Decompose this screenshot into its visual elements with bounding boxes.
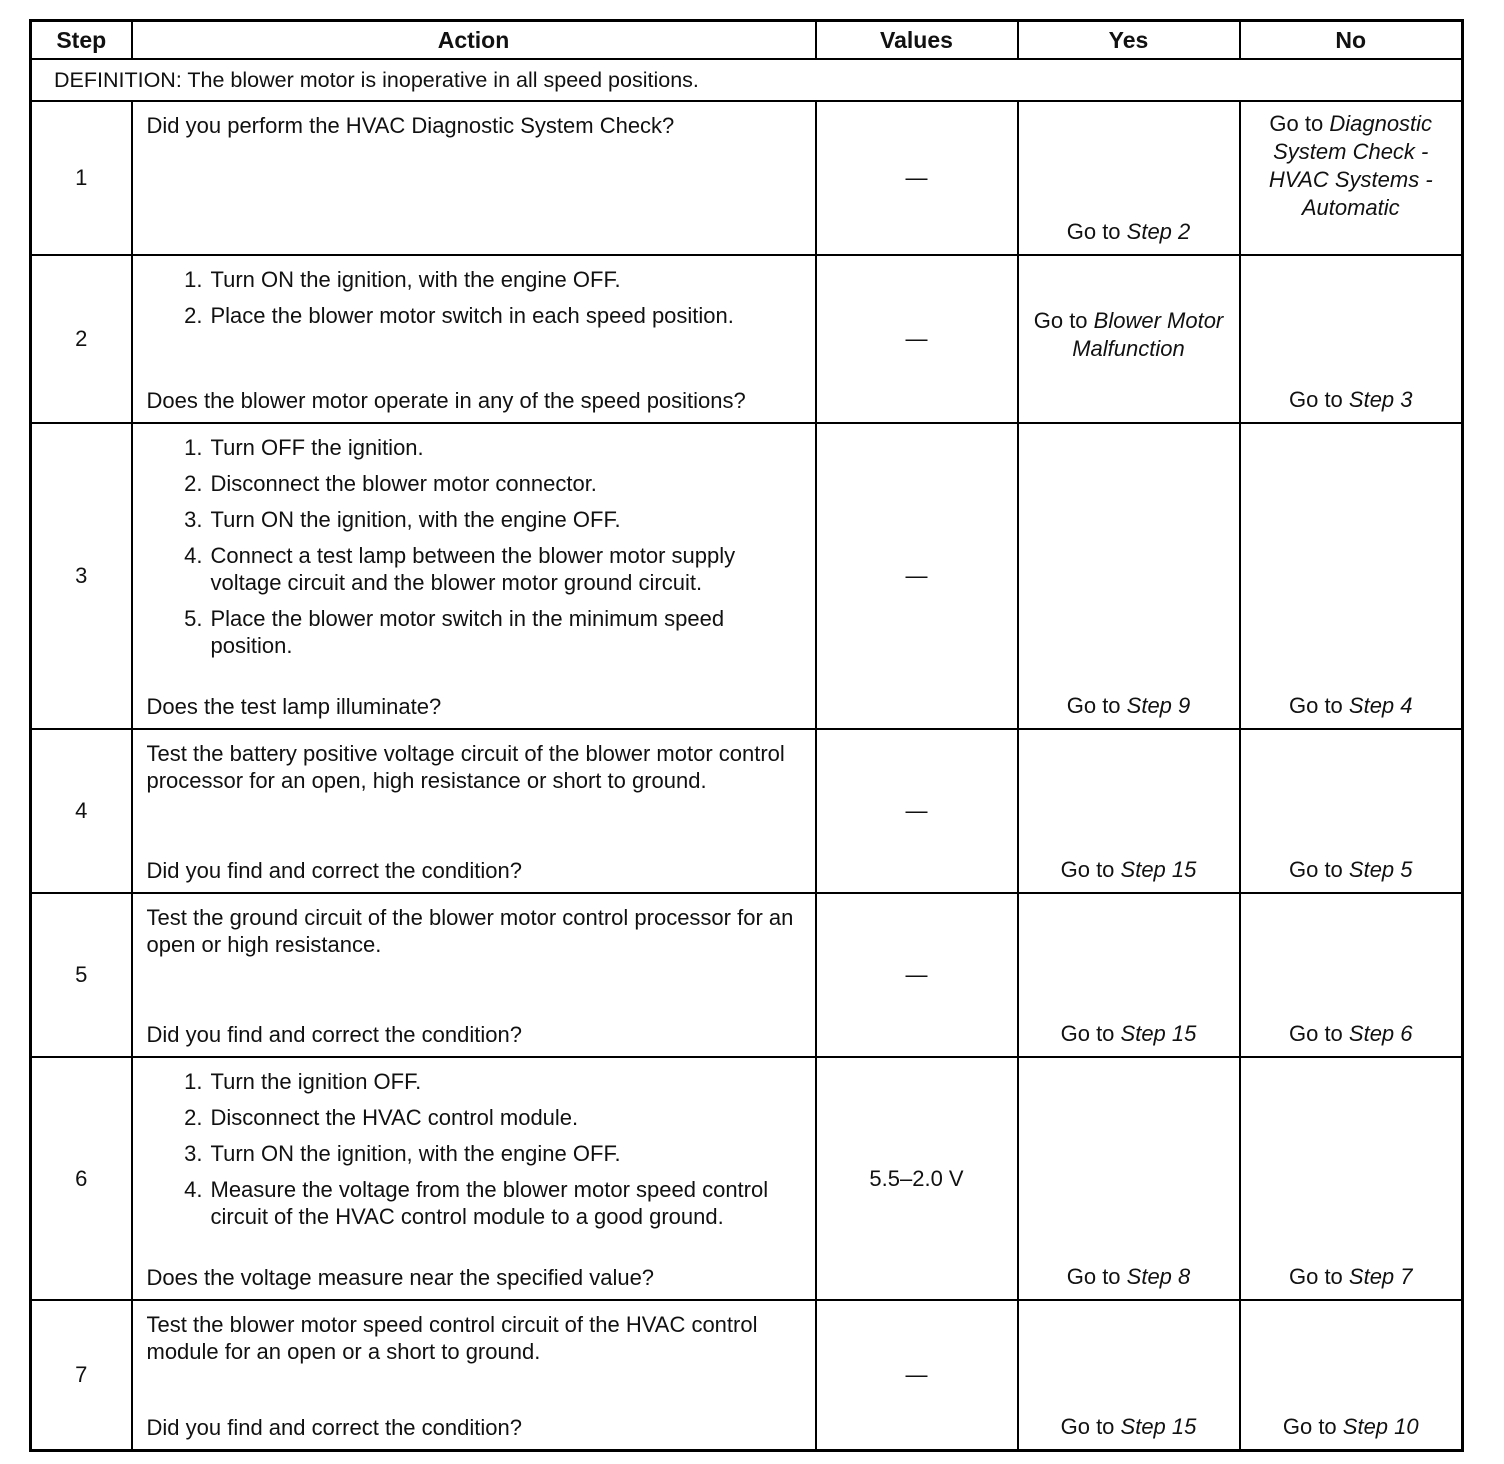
action-steps-list <box>147 434 803 668</box>
action-spacer <box>147 139 803 246</box>
step-number: 5 <box>31 893 132 1057</box>
action-step-item <box>147 1104 803 1131</box>
action-cell <box>132 893 816 1057</box>
header-row <box>31 21 1463 60</box>
action-step-number: 1. <box>184 267 203 292</box>
step-number: 6 <box>31 1057 132 1300</box>
action-step-text: Turn ON the ignition, with the engine OFF. <box>210 267 621 292</box>
table-row <box>31 423 1463 729</box>
no-cell <box>1240 1057 1463 1300</box>
table-row <box>31 1057 1463 1300</box>
action-content <box>133 256 815 422</box>
header-values: Values <box>816 21 1018 60</box>
action-intro: Test the battery positive voltage circuit of the blower motor control processor for an open, high resistance or short to ground. <box>146 741 785 793</box>
yes-cell <box>1018 729 1240 893</box>
action-step-number: 5. <box>184 606 203 631</box>
no-goto-prefix: Go to <box>1282 1414 1343 1439</box>
definition-text: DEFINITION: The blower motor is inoperative in all speed positions. <box>31 59 1463 101</box>
action-cell <box>132 1057 816 1300</box>
action-step-number: 2. <box>184 471 203 496</box>
action-intro: Did you perform the HVAC Diagnostic System Check? <box>146 113 675 138</box>
yes-goto-prefix: Go to <box>1060 1021 1121 1046</box>
no-goto-link: Diagnostic System Check - HVAC Systems - Automatic <box>1268 111 1433 220</box>
action-step-text: Measure the voltage from the blower motor speed control circuit of the HVAC control module to a good ground. <box>210 1177 769 1229</box>
values-cell: 5.5–2.0 V <box>816 1057 1018 1300</box>
action-step-text: Turn ON the ignition, with the engine OFF. <box>210 1141 621 1166</box>
action-step-item <box>147 1176 803 1230</box>
no-goto-link: Step 10 <box>1342 1414 1419 1439</box>
action-spacer <box>147 1365 803 1414</box>
diagnostic-table <box>29 19 1464 1452</box>
no-goto-link: Step 6 <box>1348 1021 1413 1046</box>
step-number: 2 <box>31 255 132 423</box>
action-cell <box>132 255 816 423</box>
step-number: 3 <box>31 423 132 729</box>
action-step-item <box>147 434 803 461</box>
yes-goto-prefix: Go to <box>1060 857 1121 882</box>
action-step-number: 1. <box>184 1069 203 1094</box>
action-content <box>133 102 815 254</box>
no-goto-link: Step 5 <box>1348 857 1413 882</box>
yes-goto-link: Step 15 <box>1120 857 1197 882</box>
yes-cell <box>1018 1057 1240 1300</box>
values-cell: — <box>816 423 1018 729</box>
yes-cell <box>1018 101 1240 255</box>
action-step-item <box>147 302 803 329</box>
yes-goto-link: Step 2 <box>1126 219 1191 244</box>
action-cell <box>132 729 816 893</box>
yes-cell <box>1018 255 1240 423</box>
action-content <box>133 894 815 1056</box>
action-step-text: Connect a test lamp between the blower motor supply voltage circuit and the blower motor ground circuit. <box>210 543 736 595</box>
header-no: No <box>1240 21 1463 60</box>
header-action: Action <box>132 21 816 60</box>
action-step-item <box>147 1140 803 1167</box>
no-cell <box>1240 729 1463 893</box>
action-content <box>133 730 815 892</box>
action-step-item <box>147 542 803 596</box>
yes-cell <box>1018 893 1240 1057</box>
yes-goto-prefix: Go to <box>1066 219 1127 244</box>
action-step-text: Turn ON the ignition, with the engine OFF. <box>210 507 621 532</box>
action-step-item <box>147 266 803 293</box>
header-step: Step <box>31 21 132 60</box>
action-content <box>133 424 815 728</box>
table-row <box>31 1300 1463 1451</box>
action-intro: Test the ground circuit of the blower motor control processor for an open or high resistance. <box>146 905 794 957</box>
action-step-number: 4. <box>184 1177 203 1202</box>
action-step-text: Place the blower motor switch in the minimum speed position. <box>210 606 725 658</box>
action-spacer <box>147 794 803 857</box>
action-spacer <box>147 338 803 387</box>
action-cell <box>132 423 816 729</box>
action-content <box>133 1301 815 1449</box>
yes-goto-prefix: Go to <box>1060 1414 1121 1439</box>
action-spacer <box>147 668 803 693</box>
action-steps-list <box>147 266 803 338</box>
yes-goto-prefix: Go to <box>1066 693 1127 718</box>
no-goto-prefix: Go to <box>1288 1264 1349 1289</box>
no-goto-prefix: Go to <box>1288 693 1349 718</box>
table-row <box>31 729 1463 893</box>
action-step-text: Disconnect the HVAC control module. <box>210 1105 579 1130</box>
action-spacer <box>147 958 803 1021</box>
action-step-text: Place the blower motor switch in each speed position. <box>210 303 734 328</box>
action-step-item <box>147 1068 803 1095</box>
step-number: 7 <box>31 1300 132 1451</box>
action-cell <box>132 1300 816 1451</box>
no-goto-link: Step 7 <box>1348 1264 1413 1289</box>
yes-goto-prefix: Go to <box>1066 1264 1127 1289</box>
action-question: Did you find and correct the condition? <box>146 1415 522 1440</box>
values-cell: — <box>816 893 1018 1057</box>
action-step-item <box>147 605 803 659</box>
definition-row <box>31 59 1463 101</box>
action-step-number: 2. <box>184 1105 203 1130</box>
yes-goto-prefix: Go to <box>1033 308 1094 333</box>
action-question: Does the test lamp illuminate? <box>146 694 442 719</box>
action-question: Does the voltage measure near the specified value? <box>146 1265 655 1290</box>
header-yes: Yes <box>1018 21 1240 60</box>
action-step-text: Turn OFF the ignition. <box>210 435 424 460</box>
action-step-text: Turn the ignition OFF. <box>210 1069 422 1094</box>
action-step-number: 3. <box>184 1141 203 1166</box>
yes-goto-link: Step 15 <box>1120 1021 1197 1046</box>
no-cell <box>1240 255 1463 423</box>
action-step-number: 2. <box>184 303 203 328</box>
action-step-text: Disconnect the blower motor connector. <box>210 471 597 496</box>
action-question: Did you find and correct the condition? <box>146 1022 522 1047</box>
yes-goto-link: Step 15 <box>1120 1414 1197 1439</box>
values-cell: — <box>816 1300 1018 1451</box>
action-step-number: 4. <box>184 543 203 568</box>
no-cell <box>1240 423 1463 729</box>
table-row <box>31 255 1463 423</box>
no-goto-prefix: Go to <box>1288 1021 1349 1046</box>
step-number: 4 <box>31 729 132 893</box>
action-step-item <box>147 506 803 533</box>
no-goto-link: Step 4 <box>1348 693 1413 718</box>
action-step-item <box>147 470 803 497</box>
yes-goto-link: Step 9 <box>1126 693 1191 718</box>
yes-goto-link: Blower Motor Malfunction <box>1072 308 1224 361</box>
action-content <box>133 1058 815 1299</box>
action-steps-list <box>147 1068 803 1239</box>
values-cell: — <box>816 255 1018 423</box>
step-number: 1 <box>31 101 132 255</box>
yes-goto-link: Step 8 <box>1126 1264 1191 1289</box>
yes-cell <box>1018 423 1240 729</box>
values-cell: — <box>816 101 1018 255</box>
action-spacer <box>147 1239 803 1264</box>
action-step-number: 1. <box>184 435 203 460</box>
action-cell <box>132 101 816 255</box>
no-goto-prefix: Go to <box>1269 111 1330 136</box>
no-goto-link: Step 3 <box>1348 387 1413 412</box>
yes-cell <box>1018 1300 1240 1451</box>
values-cell: — <box>816 729 1018 893</box>
action-step-number: 3. <box>184 507 203 532</box>
action-intro: Test the blower motor speed control circuit of the HVAC control module for an open or a short to ground. <box>146 1312 758 1364</box>
no-cell <box>1240 101 1463 255</box>
action-question: Did you find and correct the condition? <box>146 858 522 883</box>
table-row <box>31 893 1463 1057</box>
no-cell <box>1240 1300 1463 1451</box>
no-cell <box>1240 893 1463 1057</box>
no-goto-prefix: Go to <box>1288 387 1349 412</box>
no-goto-prefix: Go to <box>1288 857 1349 882</box>
table-row <box>31 101 1463 255</box>
action-question: Does the blower motor operate in any of the speed positions? <box>146 388 746 413</box>
